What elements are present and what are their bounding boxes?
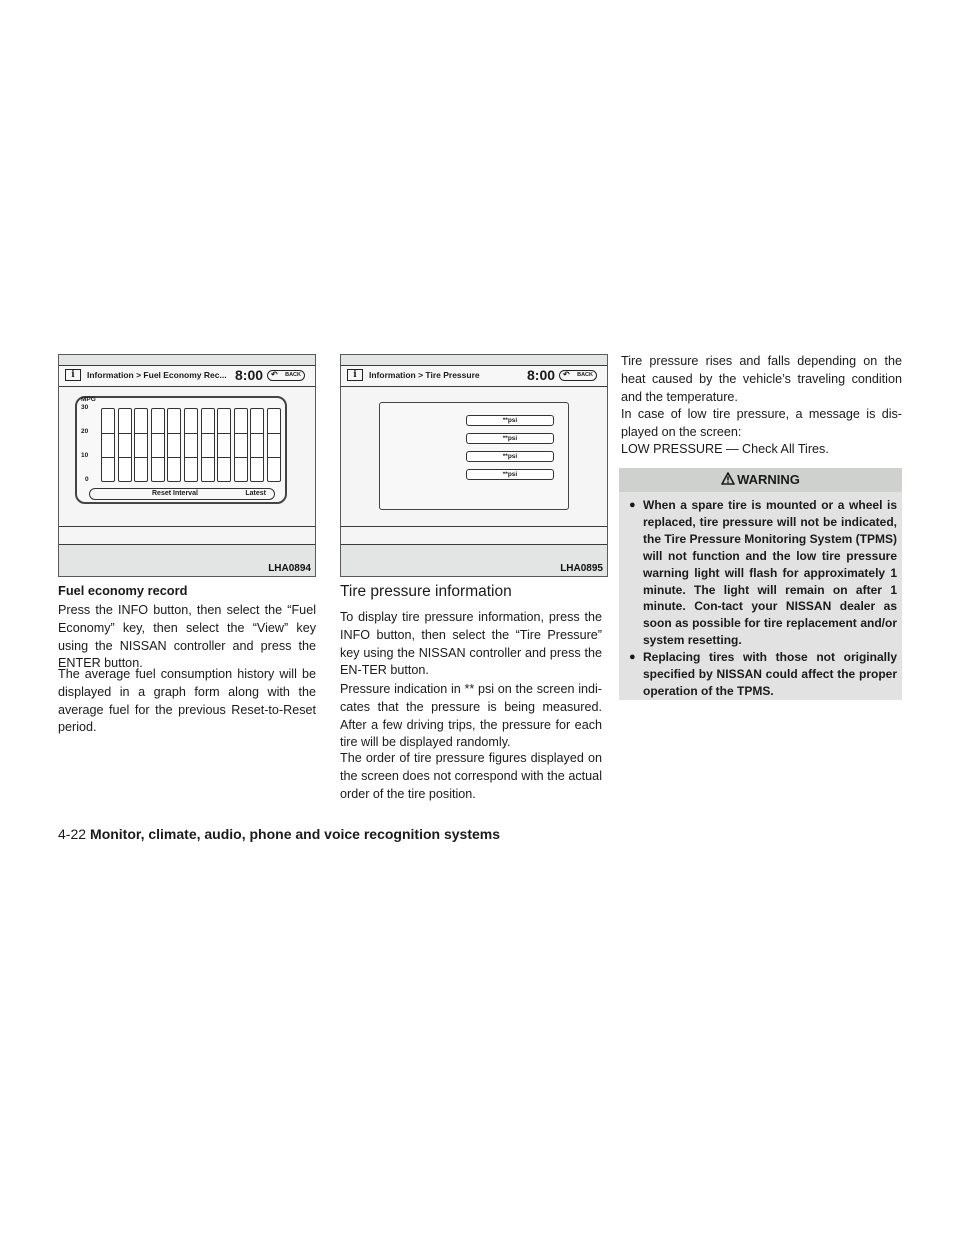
bar-gridline <box>268 457 280 458</box>
bullet-icon: ● <box>629 499 636 511</box>
paragraph: Press the INFO button, then select the “Fuel Economy” key, then select the “View” key using the NISSAN controller and press the ENTER button. <box>58 603 316 671</box>
reset-interval-bar <box>89 488 275 500</box>
fuel-bar <box>250 408 264 482</box>
tire-psi-readout: **psi <box>466 415 554 426</box>
warning-title: WARNING <box>737 472 800 487</box>
bar-gridline <box>135 433 147 434</box>
chapter-title: Monitor, climate, audio, phone and voice recognition systems <box>90 826 500 842</box>
y-tick-label: 30 <box>81 404 89 411</box>
bar-gridline <box>251 457 263 458</box>
page-footer <box>58 826 500 842</box>
back-button[interactable]: ↶ BACK <box>267 370 305 381</box>
bar-gridline <box>185 433 197 434</box>
bullet-icon: ● <box>629 651 636 663</box>
page-number: 4-22 <box>58 826 87 842</box>
bar-gridline <box>202 433 214 434</box>
warning-text: When a spare tire is mounted or a wheel is replaced, tire pressure will not be indicated, the Tire Pressure Monitoring System (TPMS) will not function and the low tire pressure warning light will flash for approximately 1 minute. The light will remain on after 1 minute. Con-tact your NISSAN dealer as soon as possible for tire replacement and/or system resetting. <box>643 498 897 648</box>
tire-psi-readout: **psi <box>466 451 554 462</box>
screen-fuel-economy <box>59 365 315 545</box>
figure-tire-pressure <box>340 354 608 577</box>
y-tick-label: 0 <box>85 476 89 483</box>
info-icon: i <box>347 369 363 381</box>
bar-gridline <box>218 457 230 458</box>
warning-box <box>619 468 902 700</box>
bar-gridline <box>119 457 131 458</box>
screen-header <box>341 366 607 387</box>
bar-gridline <box>119 433 131 434</box>
fuel-bar <box>234 408 248 482</box>
warning-item <box>629 497 897 649</box>
bar-gridline <box>102 457 114 458</box>
paragraph: Pressure indication in ** psi on the screen indi-cates that the pressure is being measured. After a few driving trips, the pressure for each tire will be displayed randomly. <box>340 682 602 750</box>
reset-interval-label: Reset Interval <box>152 490 198 497</box>
bar-gridline <box>202 457 214 458</box>
section-title-tire-pressure: Tire pressure information <box>340 583 512 600</box>
bar-gridline <box>168 433 180 434</box>
bar-gridline <box>235 433 247 434</box>
bar-gridline <box>235 457 247 458</box>
screen-header <box>59 366 315 387</box>
fuel-bar <box>118 408 132 482</box>
warning-icon <box>721 472 735 485</box>
back-button[interactable]: ↶ BACK <box>559 370 597 381</box>
paragraph: The order of tire pressure figures displayed on the screen does not correspond with the actual order of the tire position. <box>340 751 602 801</box>
figure-label: LHA0895 <box>560 563 603 574</box>
y-tick-label: 10 <box>81 452 89 459</box>
bar-gridline <box>168 457 180 458</box>
tire-psi-readout: **psi <box>466 433 554 444</box>
breadcrumb: Information > Tire Pressure <box>369 370 480 380</box>
clock: 8:00 <box>527 367 556 383</box>
figure-label: LHA0894 <box>268 563 311 574</box>
info-icon: i <box>65 369 81 381</box>
breadcrumb: Information > Fuel Economy Rec... <box>87 370 227 380</box>
fuel-bar <box>201 408 215 482</box>
fuel-bar <box>267 408 281 482</box>
paragraph: The average fuel consumption history will be displayed in a graph form along with the average fuel for the previous Reset-to-Reset period. <box>58 667 316 735</box>
bar-gridline <box>152 457 164 458</box>
fuel-bar <box>101 408 115 482</box>
bar-gridline <box>185 457 197 458</box>
bar-gridline <box>251 433 263 434</box>
clock: 8:00 <box>235 367 264 383</box>
bar-gridline <box>152 433 164 434</box>
bar-gridline <box>135 457 147 458</box>
y-axis-label: MPG <box>81 396 96 403</box>
bar-gridline <box>268 433 280 434</box>
fuel-bar <box>217 408 231 482</box>
subheading-fuel-economy: Fuel economy record <box>58 583 188 598</box>
bar-gridline <box>218 433 230 434</box>
screen-footer-divider <box>341 526 607 527</box>
screen-footer-divider <box>59 526 315 527</box>
fuel-bar <box>134 408 148 482</box>
fuel-bar <box>167 408 181 482</box>
paragraph: Tire pressure rises and falls depending on the heat caused by the vehicle’s traveling condition and the temperature. <box>621 354 902 404</box>
screen-tire-pressure <box>341 365 607 545</box>
paragraph: In case of low tire pressure, a message is dis-played on the screen: <box>621 407 902 439</box>
fuel-chart-panel <box>75 396 287 504</box>
warning-text: Replacing tires with those not originally specified by NISSAN could affect the proper operation of the TPMS. <box>643 650 897 698</box>
tire-psi-readout: **psi <box>466 469 554 480</box>
warning-header <box>619 468 902 492</box>
warning-item <box>629 649 897 700</box>
latest-label: Latest <box>245 490 266 497</box>
bar-gridline <box>102 433 114 434</box>
paragraph: To display tire pressure information, press the INFO button, then select the “Tire Pressure” key using the NISSAN controller and press the EN-TER button. <box>340 610 602 678</box>
figure-fuel-economy <box>58 354 316 577</box>
tire-pressure-panel <box>379 402 569 510</box>
fuel-bar <box>151 408 165 482</box>
fuel-bar <box>184 408 198 482</box>
paragraph: LOW PRESSURE — Check All Tires. <box>621 442 829 456</box>
y-tick-label: 20 <box>81 428 89 435</box>
